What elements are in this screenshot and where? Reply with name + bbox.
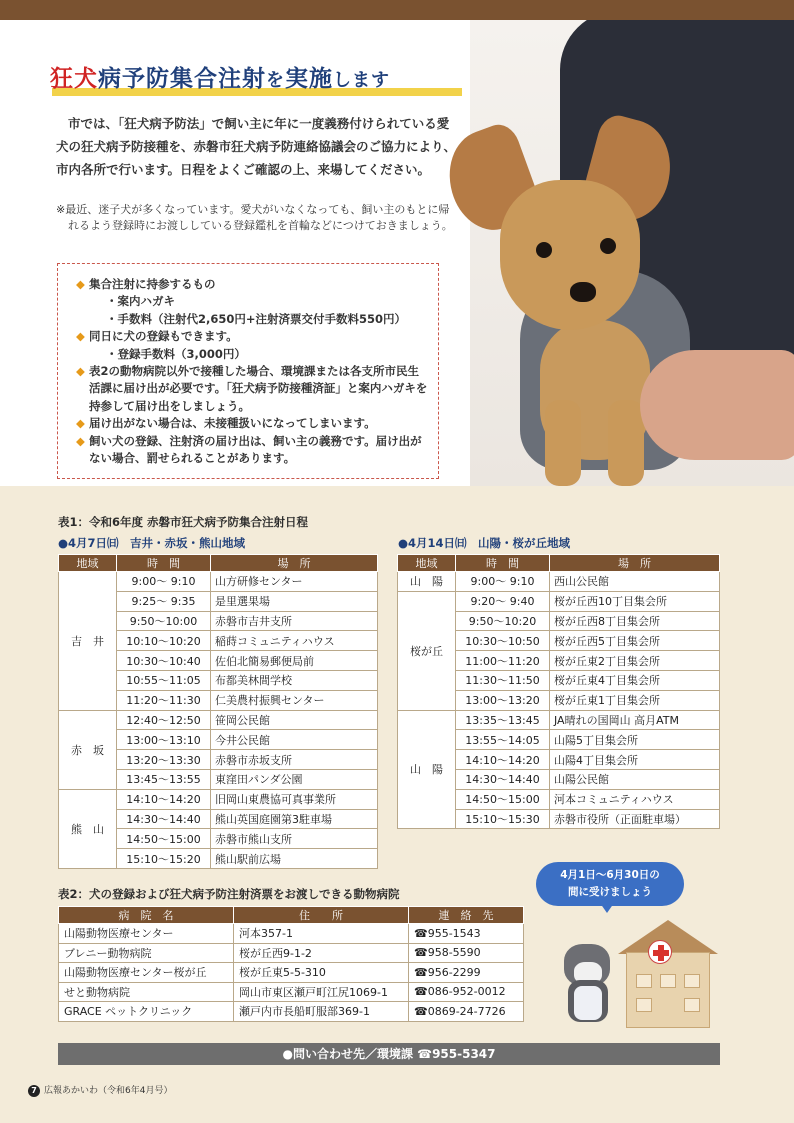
title-part: します xyxy=(333,70,390,91)
place-cell: 稲蒔コミュニティハウス xyxy=(211,631,378,651)
place-cell: 山方研修センター xyxy=(211,572,378,592)
page-number: 7 xyxy=(28,1085,40,1097)
area-cell: 山 陽 xyxy=(398,572,456,592)
table-row xyxy=(59,572,378,592)
time-cell: 14:10〜14:20 xyxy=(456,750,550,770)
title-part: を xyxy=(266,70,285,91)
time-cell: 11:30〜11:50 xyxy=(456,670,550,690)
hospital-name-cell: GRACE ペットクリニック xyxy=(59,1002,234,1022)
hospital-tel-cell: ☎0869-24-7726 xyxy=(409,1002,524,1022)
time-cell: 13:00〜13:10 xyxy=(117,730,211,750)
col-time: 時 間 xyxy=(117,555,211,572)
time-cell: 10:30〜10:40 xyxy=(117,651,211,671)
time-cell: 13:20〜13:30 xyxy=(117,750,211,770)
time-cell: 13:00〜13:20 xyxy=(456,690,550,710)
time-cell: 13:35〜13:45 xyxy=(456,710,550,730)
time-cell: 14:50〜15:00 xyxy=(117,829,211,849)
bubble-line: 間に受けましょう xyxy=(568,886,652,898)
table-row xyxy=(398,591,720,611)
place-cell: 桜が丘東4丁目集会所 xyxy=(550,670,720,690)
time-cell: 9:00〜 9:10 xyxy=(456,572,550,592)
place-cell: 仁美農村振興センター xyxy=(211,690,378,710)
bubble-tail xyxy=(600,903,614,913)
time-cell: 9:25〜 9:35 xyxy=(117,591,211,611)
place-cell: 赤磐市熊山支所 xyxy=(211,829,378,849)
table-row xyxy=(398,572,720,592)
top-bar xyxy=(0,0,794,20)
intro-text: 市では、「狂犬病予防法」で飼い主に年に一度義務付けられている愛犬の狂犬病予防接種を、赤磐市狂犬病予防連絡協議会のご協力により、市内各所で行います。日程をよくご確認の上、来場してください。 xyxy=(56,116,457,177)
hospital-name-cell: せと動物病院 xyxy=(59,982,234,1002)
time-cell: 12:40〜12:50 xyxy=(117,710,211,730)
hospital-name-cell: 山陽動物医療センター桜が丘 xyxy=(59,963,234,983)
hospital-tel-cell: ☎958-5590 xyxy=(409,943,524,963)
place-cell: 熊山英国庭園第3駐車場 xyxy=(211,809,378,829)
col-hospital-name: 病 院 名 xyxy=(59,907,234,924)
diamond-bullet-icon: ◆ xyxy=(76,277,85,291)
time-cell: 11:00〜11:20 xyxy=(456,651,550,671)
hospital-name-cell: 山陽動物医療センター xyxy=(59,924,234,944)
hospital-name-cell: ブレニー動物病院 xyxy=(59,943,234,963)
time-cell: 15:10〜15:20 xyxy=(117,849,211,869)
table-row xyxy=(59,982,524,1002)
place-cell: 桜が丘東1丁目集会所 xyxy=(550,690,720,710)
col-address: 住 所 xyxy=(234,907,409,924)
time-cell: 10:55〜11:05 xyxy=(117,670,211,690)
notice-box xyxy=(57,263,439,479)
place-cell: 赤磐市役所（正面駐車場） xyxy=(550,809,720,829)
time-cell: 10:10〜10:20 xyxy=(117,631,211,651)
title-part: 病予防集合注射 xyxy=(98,66,266,92)
area-cell: 赤 坂 xyxy=(59,710,117,789)
area-cell: 吉 井 xyxy=(59,572,117,711)
place-cell: 桜が丘西10丁目集会所 xyxy=(550,591,720,611)
place-cell: 布都美林間学校 xyxy=(211,670,378,690)
diamond-bullet-icon: ◆ xyxy=(76,416,85,431)
notice-sub: ・案内ハガキ xyxy=(106,294,175,309)
table1-title: 表1：令和6年度 赤磐市狂犬病予防集合注射日程 xyxy=(58,515,309,529)
place-cell: 桜が丘西8丁目集会所 xyxy=(550,611,720,631)
time-cell: 13:55〜14:05 xyxy=(456,730,550,750)
area-cell: 山 陽 xyxy=(398,710,456,829)
table-row xyxy=(59,943,524,963)
time-cell: 9:00〜 9:10 xyxy=(117,572,211,592)
place-cell: 桜が丘東2丁目集会所 xyxy=(550,651,720,671)
publication-name: 広報あかいわ（令和6年4月号） xyxy=(44,1086,173,1096)
window-icon xyxy=(636,998,652,1012)
hospital-building-icon xyxy=(626,952,710,1028)
intro-note: ※最近、迷子犬が多くなっています。愛犬がいなくなっても、飼い主のもとに帰れるよう登録時にお渡ししている登録鑑札を首輪などにつけておきましょう。 xyxy=(56,203,453,232)
schedule-table-right xyxy=(397,554,720,829)
hospital-address-cell: 河本357-1 xyxy=(234,924,409,944)
place-cell: 河本コミュニティハウス xyxy=(550,789,720,809)
dog-eye-left xyxy=(536,242,552,258)
doctor-coat xyxy=(574,986,602,1020)
dog-nose xyxy=(570,282,596,302)
bubble-line: 4月1日〜6月30日の xyxy=(560,869,660,881)
speech-bubble xyxy=(536,862,684,906)
hospital-tel-cell: ☎956-2299 xyxy=(409,963,524,983)
place-cell: 桜が丘西5丁目集会所 xyxy=(550,631,720,651)
col-place: 場 所 xyxy=(550,555,720,572)
time-cell: 13:45〜13:55 xyxy=(117,769,211,789)
dog-head xyxy=(500,180,640,330)
place-cell: 赤磐市赤坂支所 xyxy=(211,750,378,770)
table-row xyxy=(59,963,524,983)
place-cell: 赤磐市吉井支所 xyxy=(211,611,378,631)
table-row xyxy=(59,789,378,809)
hospital-tel-cell: ☎955-1543 xyxy=(409,924,524,944)
hospital-address-cell: 岡山市東区瀬戸町江尻1069-1 xyxy=(234,982,409,1002)
col-tel: 連 絡 先 xyxy=(409,907,524,924)
place-cell: 旧岡山東農協可真事業所 xyxy=(211,789,378,809)
hospital-address-cell: 桜が丘東5-5-310 xyxy=(234,963,409,983)
diamond-bullet-icon: ◆ xyxy=(76,433,85,448)
place-cell: 佐伯北簡易郵便局前 xyxy=(211,651,378,671)
col-area: 地域 xyxy=(59,555,117,572)
place-cell: 笹岡公民館 xyxy=(211,710,378,730)
page-title xyxy=(50,60,390,98)
upper-section xyxy=(0,20,794,486)
hospital-address-cell: 桜が丘西9-1-2 xyxy=(234,943,409,963)
medical-cross-icon xyxy=(648,940,672,964)
notice-item: ◆ 飼い犬の登録、注射済の届け出は、飼い主の義務です。届け出がない場合、罰せられることがあります。 xyxy=(76,433,422,466)
title-red: 狂犬 xyxy=(50,66,98,92)
dog-eye-right xyxy=(600,238,616,254)
diamond-bullet-icon: ◆ xyxy=(76,329,85,344)
time-cell: 10:30〜10:50 xyxy=(456,631,550,651)
diamond-bullet-icon: ◆ xyxy=(76,364,85,379)
place-cell: 山陽4丁目集会所 xyxy=(550,750,720,770)
place-cell: 熊山駅前広場 xyxy=(211,849,378,869)
dog-leg xyxy=(608,400,644,486)
notice-sub: ・登録手数料（3,000円） xyxy=(106,346,246,361)
time-cell: 15:10〜15:30 xyxy=(456,809,550,829)
area-cell: 熊 山 xyxy=(59,789,117,868)
time-cell: 14:50〜15:00 xyxy=(456,789,550,809)
col-time: 時 間 xyxy=(456,555,550,572)
place-cell: 今井公民館 xyxy=(211,730,378,750)
window-icon xyxy=(684,974,700,988)
time-cell: 9:50〜10:00 xyxy=(117,611,211,631)
place-cell: JA晴れの国岡山 高月ATM xyxy=(550,710,720,730)
notice-item: ◆ 届け出がない場合は、未接種扱いになってしまいます。 xyxy=(76,415,428,432)
window-icon xyxy=(636,974,652,988)
hospital-address-cell: 瀬戸内市長船町服部369-1 xyxy=(234,1002,409,1022)
col-place: 場 所 xyxy=(211,555,378,572)
table-row xyxy=(398,710,720,730)
window-icon xyxy=(660,974,676,988)
vet-arm xyxy=(640,350,794,460)
table-row xyxy=(59,1002,524,1022)
table1-right-date: ●4月14日㈰ 山陽・桜が丘地域 xyxy=(398,536,571,550)
notice-item: ◆ 同日に犬の登録もできます。 xyxy=(76,328,428,345)
notice-item: ◆ 集合注射に持参するもの xyxy=(76,276,428,293)
time-cell: 14:10〜14:20 xyxy=(117,789,211,809)
time-cell: 14:30〜14:40 xyxy=(456,769,550,789)
schedule-table-left xyxy=(58,554,378,869)
notice-sub: ・手数料（注射代2,650円+注射済票交付手数料550円） xyxy=(106,311,407,326)
col-area: 地域 xyxy=(398,555,456,572)
title-part: 実施 xyxy=(285,66,333,92)
time-cell: 9:20〜 9:40 xyxy=(456,591,550,611)
place-cell: 西山公民館 xyxy=(550,572,720,592)
hospital-tel-cell: ☎086-952-0012 xyxy=(409,982,524,1002)
table-row xyxy=(59,710,378,730)
place-cell: 山陽公民館 xyxy=(550,769,720,789)
hospital-table xyxy=(58,906,524,1022)
notice-item: ◆ 表2の動物病院以外で接種した場合、環境課または各支所市民生活課に届け出が必要です。「狂犬病予防接種済証」と案内ハガキを持参して届け出をしましょう。 xyxy=(76,364,428,413)
table-row xyxy=(59,924,524,944)
dog-leg xyxy=(545,400,581,486)
place-cell: 東窪田パンダ公園 xyxy=(211,769,378,789)
table2-title: 表2：犬の登録および狂犬病予防注射済票をお渡しできる動物病院 xyxy=(58,887,400,901)
window-icon xyxy=(684,998,700,1012)
place-cell: 山陽5丁目集会所 xyxy=(550,730,720,750)
time-cell: 11:20〜11:30 xyxy=(117,690,211,710)
place-cell: 是里選果場 xyxy=(211,591,378,611)
contact-footer: ●問い合わせ先／環境課 ☎955-5347 xyxy=(58,1043,720,1065)
time-cell: 9:50〜10:20 xyxy=(456,611,550,631)
table1-left-date: ●4月7日㈰ 吉井・赤坂・熊山地域 xyxy=(58,536,246,550)
time-cell: 14:30〜14:40 xyxy=(117,809,211,829)
area-cell: 桜が丘 xyxy=(398,591,456,710)
